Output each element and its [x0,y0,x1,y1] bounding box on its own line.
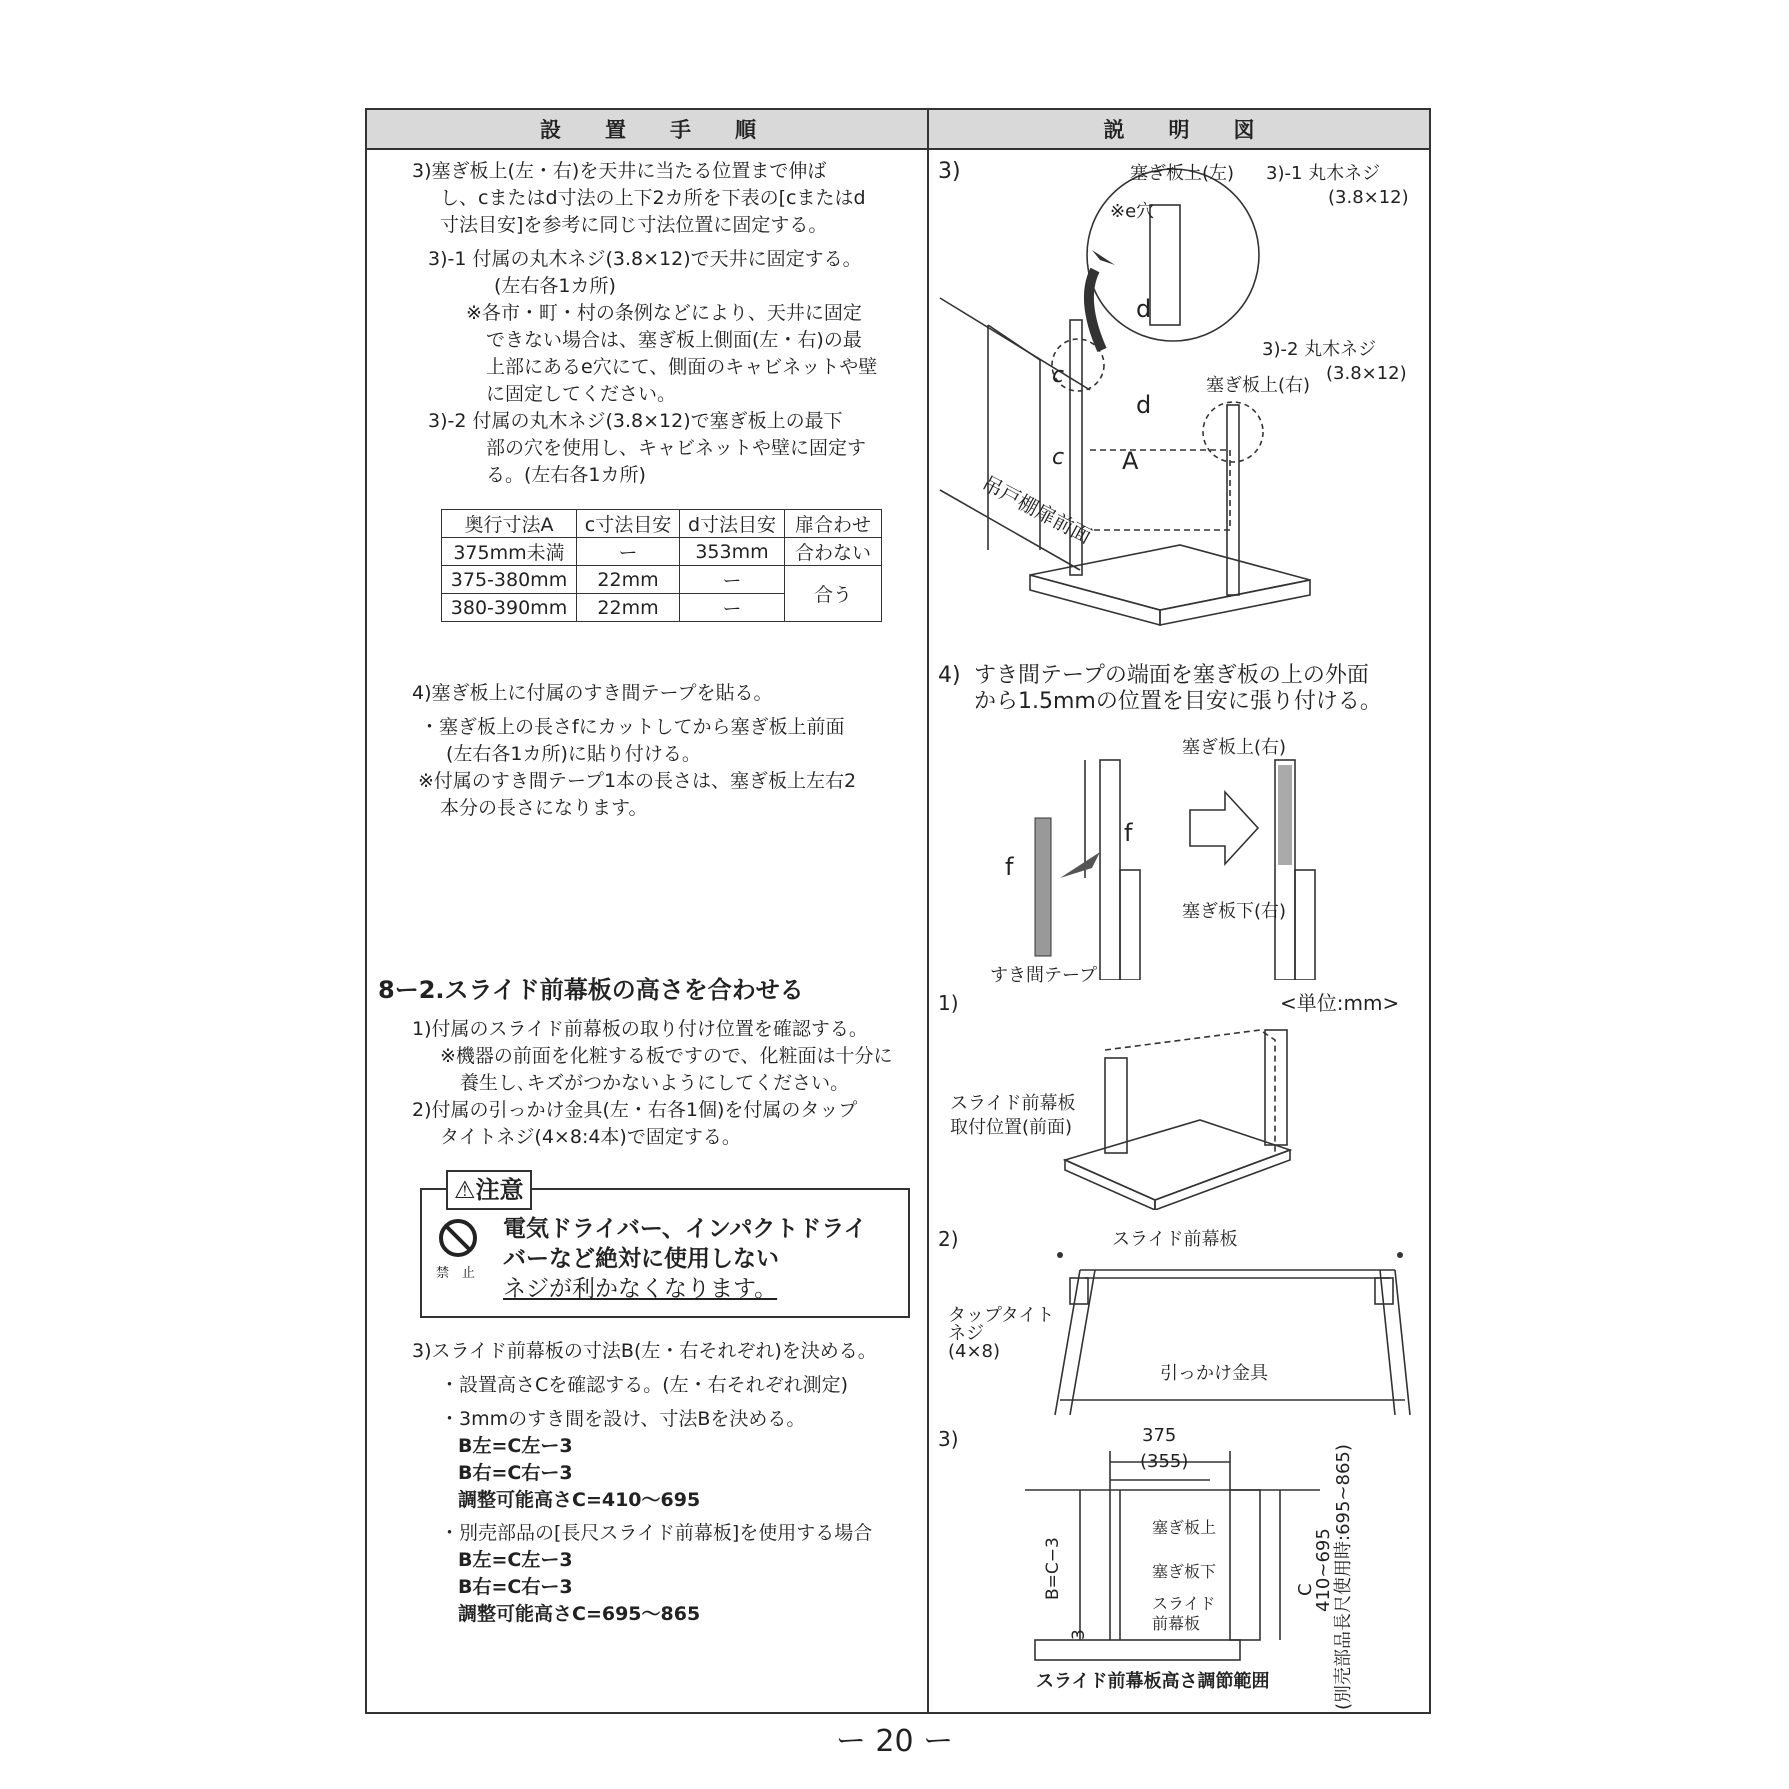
table-cell: 合う [785,566,882,622]
step-3-line3: 寸法目安]を参考に同じ寸法位置に固定する。 [440,214,828,236]
slide-step-3-bullet3: ・別売部品の[長尺スライド前幕板]を使用する場合 [440,1522,873,1544]
step-3-2-line2: 部の穴を使用し、キャビネットや壁に固定す [486,437,867,459]
fig3-d-upper: d [1136,295,1152,323]
slide-step-2-line2: タイトネジ(4×8:4本)で固定する。 [440,1126,741,1148]
table-cell: 380-390mm [442,594,577,622]
figure-g1-number: 1) [938,991,959,1015]
g3-B: B=C−3 [1043,1537,1063,1600]
step-4-note1: ※付属のすき間テープ1本の長さは、塞ぎ板上左右2 [418,770,857,792]
formula: B左=C左ー3 [458,1435,573,1457]
g2-label-slide-panel: スライド前幕板 [1112,1229,1238,1250]
step-4-bullet2: (左右各1カ所)に貼り付ける。 [446,743,701,765]
step-4-note2: 本分の長さになります。 [440,797,648,819]
formula: B左=C左ー3 [458,1549,573,1571]
figure-g2-bracket-diagram [1040,1250,1420,1420]
slide-step-1: 1)付属のスライド前幕板の取り付け位置を確認する。 [412,1018,868,1040]
table-cell: ー [680,594,785,622]
g3-C: C [1295,1583,1316,1596]
page-number: ー 20 ー [835,1724,954,1759]
g3-355: (355) [1140,1451,1189,1472]
formula: 調整可能高さC=410〜695 [458,1489,701,1511]
fig4-f-tape: f [1005,853,1014,881]
g3-label-slide1: スライド [1152,1594,1216,1613]
step-3-line2: し、cまたはd寸法の上下2カ所を下表の[cまたはd [440,187,866,209]
figure-3-cabinet-diagram [930,150,1430,640]
figure-3-number: 3) [938,159,961,184]
table-cell: ー [577,538,680,566]
fig4-label-tape: すき間テープ [990,965,1098,986]
table-header: d寸法目安 [680,510,785,538]
unit-label: <単位:mm> [1280,991,1400,1015]
g3-3: 3 [1069,1629,1089,1640]
slide-step-1-note1: ※機器の前面を化粧する板ですので、化粧面は十分に [440,1045,893,1067]
fig3-A: A [1122,447,1139,475]
step-4-line1: 4)塞ぎ板上に付属のすき間テープを貼る。 [412,682,773,704]
formula: B右=C右ー3 [458,1462,573,1484]
prohibited-icon [436,1216,480,1260]
g2-label-screw1: タップタイト [948,1305,1055,1326]
table-cell: 375-380mm [442,566,577,594]
fig3-label-screw1: 3)-1 丸木ネジ [1266,163,1381,184]
g3-caption: スライド前幕板高さ調節範囲 [1036,1671,1270,1692]
slide-step-3: 3)スライド前幕板の寸法B(左・右それぞれ)を決める。 [412,1340,877,1362]
g1-label-line1: スライド前幕板 [950,1093,1076,1114]
fig3-label-screw1-size: (3.8×12) [1328,187,1409,208]
caution-line1: 電気ドライバー、インパクトドライ [503,1216,867,1242]
figure-4-line1: すき間テープの端面を塞ぎ板の上の外面 [974,663,1369,688]
table-row [442,538,882,566]
dimension-table [441,509,882,622]
step-3-1-note1: ※各市・町・村の条例などにより、天井に固定 [466,302,862,324]
fig3-label-e-hole: ※e穴 [1110,201,1155,222]
fig3-label-upper-left: 塞ぎ板上(左) [1130,163,1235,184]
header-illustration: 説 明 図 [929,110,1429,150]
step-3-2-line3: る。(左右各1カ所) [486,464,646,486]
fig3-c-lower: c [1052,445,1065,470]
header-procedure: 設 置 手 順 [367,110,929,150]
g3-label-lower: 塞ぎ板下 [1152,1562,1217,1581]
figure-g3-number: 3) [938,1427,959,1451]
slide-step-3-bullet1: ・設置高さCを確認する。(左・右それぞれ測定) [440,1374,849,1396]
table-cell: 22mm [577,594,680,622]
caution-title: ⚠注意 [446,1170,532,1210]
step-3-2-line1: 3)-2 付属の丸木ネジ(3.8×12)で塞ぎ板上の最下 [428,410,843,432]
step-3-1-line2: (左右各1カ所) [494,275,616,297]
g3-range-long: (別売部品長尺使用時:695~865) [1333,1444,1354,1710]
table-cell: 22mm [577,566,680,594]
caution-line3: ネジが利かなくなります。 [503,1276,778,1302]
figure-4-tape-diagram [980,740,1380,980]
section-title: 8ー2.スライド前幕板の高さを合わせる [378,976,804,1004]
column-divider [927,110,929,1712]
step-3-line1: 3)塞ぎ板上(左・右)を天井に当たる位置まで伸ば [412,160,827,182]
step-4-bullet1: ・塞ぎ板上の長さfにカットしてから塞ぎ板上前面 [420,716,845,738]
step-3-1-note2: できない場合は、塞ぎ板上側面(左・右)の最 [486,329,862,351]
g1-label-line2: 取付位置(前面) [950,1117,1073,1138]
figure-g1-hood-diagram [1060,1020,1300,1210]
g2-label-screw2: ネジ [948,1323,984,1344]
fig3-label-upper-right: 塞ぎ板上(右) [1206,375,1311,396]
table-header-row [442,510,882,538]
fig3-cabinet-front: 吊戸棚扉前面 [978,470,1096,549]
fig4-label-lower: 塞ぎ板下(右) [1182,901,1287,922]
fig3-label-screw2-size: (3.8×12) [1326,363,1407,384]
g3-range: 410~695 [1313,1528,1334,1612]
fig4-label-upper: 塞ぎ板上(右) [1182,737,1287,758]
table-header: 扉合わせ [785,510,882,538]
table-cell: 合わない [785,538,882,566]
figure-4-number: 4) [938,663,961,688]
step-3-1-note3: 上部にあるe穴にて、側面のキャビネットや壁 [486,356,878,378]
figure-g2-number: 2) [938,1227,959,1251]
step-3-1-line1: 3)-1 付属の丸木ネジ(3.8×12)で天井に固定する。 [428,248,862,270]
table-cell: ー [680,566,785,594]
fig4-f-panel: f [1124,819,1133,847]
formula: B右=C右ー3 [458,1576,573,1598]
slide-step-2-line1: 2)付属の引っかけ金具(左・右各1個)を付属のタップ [412,1099,858,1121]
slide-step-3-bullet2: ・3mmのすき間を設け、寸法Bを決める。 [440,1408,806,1430]
table-header: c寸法目安 [577,510,680,538]
prohibited-label: 禁 止 [436,1266,476,1281]
table-header: 奥行寸法A [442,510,577,538]
g2-label-hook: 引っかけ金具 [1160,1363,1268,1384]
g3-label-slide2: 前幕板 [1152,1614,1201,1633]
g3-375: 375 [1142,1425,1177,1446]
table-cell: 353mm [680,538,785,566]
figure-4-line2: から1.5mmの位置を目安に張り付ける。 [974,689,1382,714]
caution-line2: バーなど絶対に使用しない [503,1246,779,1272]
g3-label-upper: 塞ぎ板上 [1152,1518,1217,1537]
step-3-1-note4: に固定してください。 [486,383,677,405]
fig3-d-lower: d [1136,391,1152,419]
g2-label-screw3: (4×8) [948,1341,1001,1362]
table-row [442,566,882,594]
slide-step-1-note2: 養生し､キズがつかないようにしてください。 [460,1072,850,1094]
fig3-label-screw2: 3)-2 丸木ネジ [1262,339,1377,360]
fig3-c-upper: c [1052,363,1065,388]
table-cell: 375mm未満 [442,538,577,566]
formula: 調整可能高さC=695〜865 [458,1603,701,1625]
